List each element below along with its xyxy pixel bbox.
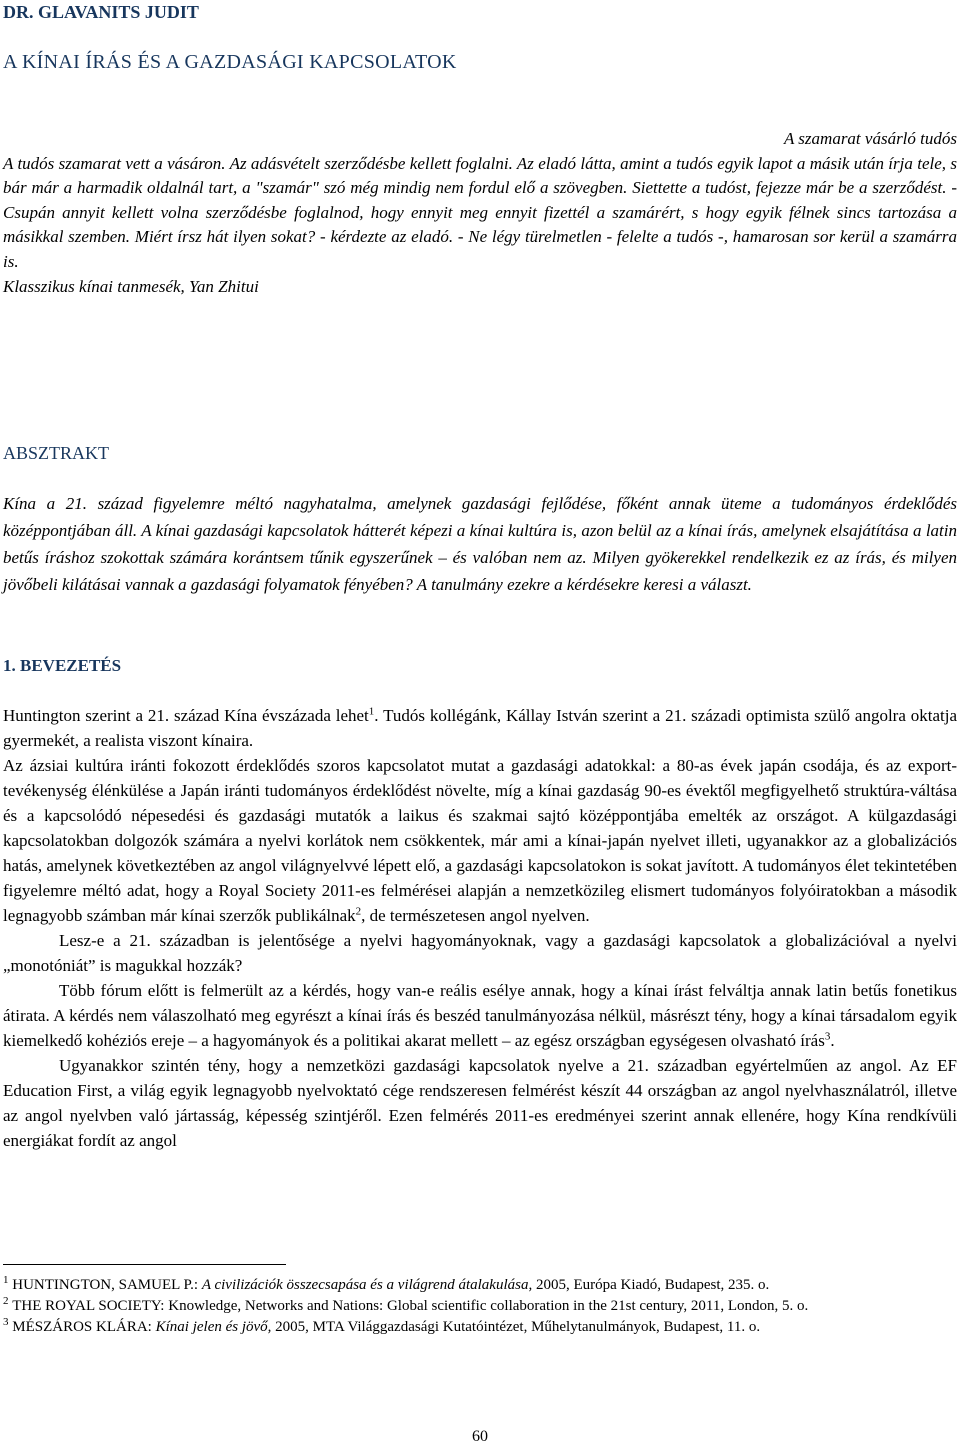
motto-source: Klasszikus kínai tanmesék, Yan Zhitui	[3, 276, 259, 296]
motto-title: A szamarat vásárló tudós	[783, 129, 957, 148]
paragraph: Lesz-e a 21. században is jelentősége a nyelvi hagyományoknak, vagy a gazdasági kapcsolatok a globalizációval a nyelvi „monotóniát” is magukkal hozzák?	[3, 931, 957, 975]
paragraph: Huntington szerint a 21. század Kína évszázada lehet$^1$. Tudós kollégánk, Kállay István szerint a 21. századi optimista szülő angolra oktatja gyermekét, a realista viszont kínaira.	[3, 705, 957, 750]
motto-text: A tudós szamarat vett a vásáron. Az adásvételt szerződésbe kellett foglalni. Az eladó látta, amint a tudós egyik lapot a másik után írja tele, s bár már a harmadik oldalnál tart, a "szamár" szó még mindig nem fordul elő a szövegben. Siettette a tudóst, fejezze már be a szerződést. - Csupán annyit kellett volna szerződésbe foglalnod, hogy ennyit meg ennyit fizettél a szamárért, s hogy egyik félnek sincs tartozása a másikkal szemben. Miért írsz hát ilyen sokat? - kérdezte az eladó. - Ne légy türelmetlen - felelte a tudós -, hamarosan sor kerül a szamárra is.	[3, 153, 957, 271]
paragraph: Az ázsiai kultúra iránti fokozott érdeklődés szoros kapcsolatot mutat a gazdasági adatokkal: a 80-as évek japán csodája, és az export-tevékenység élénkülése a Japán iránti tudományos érdeklődést növelte, míg a kínai gazdaság 90-es évektől megfigyelhető struktúra-váltása és a kapcsolódó népesedési és gazdasági mutatók a laikus és szakmai sajtó középpontjába emelték az országot. A külgazdasági kapcsolatokban dolgozók számára a nyelvi korlátok nem csökkentek, már ami a kínai-japán nyelvet illeti, ugyanakkor az a globalizációs hatás, amelynek következtében az angol világnyelvvé lépett elő, a gazdasági kapcsolatokon is sokat javított. A tudományos élet tekintetében figyelemre méltó adat, hogy a Royal Society 2011-es felmérései alapján a nemzetközileg elismert tudományos folyóiratokban a második legnagyobb számban már kínai szerzők publikálnak$^2$, de természetesen angol nyelven.	[3, 756, 957, 925]
footnotes	[3, 1275, 957, 1338]
section-heading: 1. BEVEZETÉS	[3, 656, 122, 675]
footnote-ref[interactable]: 1	[368, 705, 375, 718]
footnote-divider	[3, 1264, 286, 1265]
abstract-heading: ABSZTRAKT	[3, 443, 110, 463]
paragraph: Több fórum előtt is felmerült az a kérdés, hogy van-e reális esélye annak, hogy a kínai írást felváltja annak latin betűs fonetikus átirata. A kérdés nem válaszolható meg egyrészt a kínai írás és beszéd tanulmányozása nélkül, másrészt tény, hogy a kínai társadalom egyik kiemelkedő kohéziós ereje – a hagyományok és a politikai akarat mellett – az egész országban egységesen olvasható írás$^3$.	[3, 981, 957, 1050]
footnote-ref[interactable]: 2	[355, 905, 362, 918]
footnote: $^1$ HUNTINGTON, SAMUEL P.: A civilizációk összecsapása és a világrend átalakulása, 2005, Európa Kiadó, Budapest, 235. o.	[3, 1274, 770, 1293]
motto-block	[3, 127, 957, 299]
paragraph: Ugyanakkor szintén tény, hogy a nemzetközi gazdasági kapcsolatok nyelve a 21. században egyértelműen az angol. Az EF Education First, a világ egyik legnagyobb nyelvoktató cége rendszeresen felmérést készít 44 országban az angol nyelvhasználatról, illetve az angol nyelvben való jártasság, képesség szintjéről. Ezen felmérés 2011-es eredményei szerint annak ellenére, hogy Kína rendkívüli energiákat fordít az angol	[3, 1056, 957, 1150]
footnote-ref[interactable]: 3	[824, 1030, 831, 1043]
author-name: DR. GLAVANITS JUDIT	[3, 2, 199, 22]
page-number: 60	[472, 1428, 488, 1445]
body-text	[3, 703, 957, 1153]
footnote: $^2$ THE ROYAL SOCIETY: Knowledge, Networks and Nations: Global scientific collaboration in the 21st century, 2011, London, 5. o.	[3, 1295, 809, 1314]
abstract-text: Kína a 21. század figyelemre méltó nagyhatalma, amelynek gazdasági fejlődése, főként annak üteme a tudományos érdeklődés középpontjában áll. A kínai gazdasági kapcsolatok hátterét képezi a kínai kultúra is, azon belül az a kínai írás, amelynek elsajátítása a latin betűs íráshoz szokottak számára korántsem tűnik egyszerűnek – és valóban nem az. Milyen gyökerekkel rendelkezik ez az írás, és milyen jövőbeli kilátásai vannak a gazdasági folyamatok fényében? A tanulmány ezekre a kérdésekre keresi a választ.	[3, 494, 957, 594]
article-title: A KÍNAI ÍRÁS ÉS A GAZDASÁGI KAPCSOLATOK	[3, 51, 457, 73]
footnote: $^3$ MÉSZÁROS KLÁRA: Kínai jelen és jövő, 2005, MTA Világgazdasági Kutatóintézet, Műhelytanulmányok, Budapest, 11. o.	[3, 1316, 761, 1335]
